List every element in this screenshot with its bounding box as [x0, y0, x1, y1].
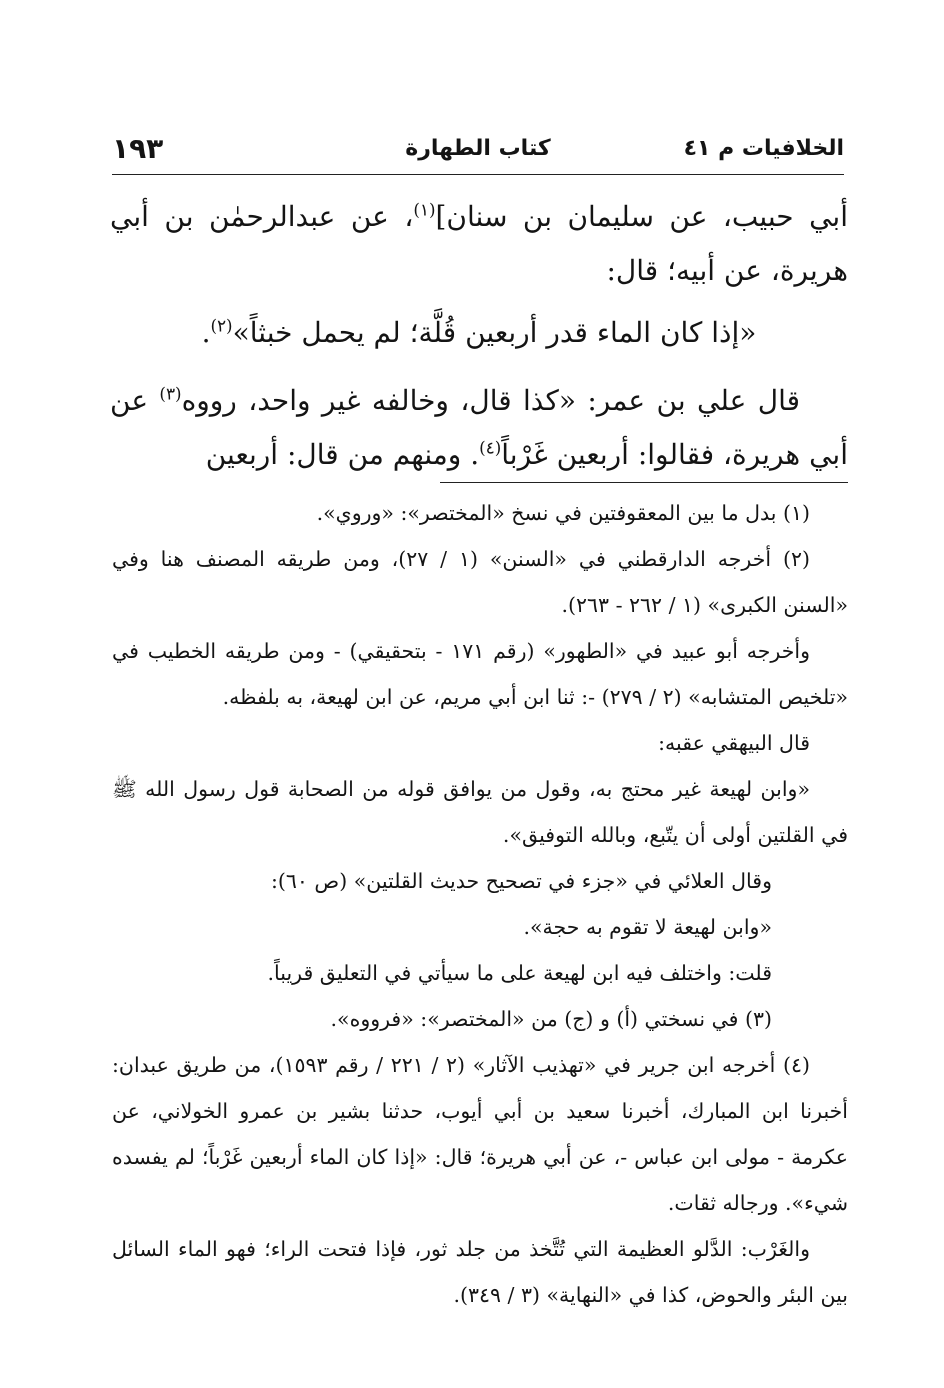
footnote-2-cont-1: وأخرجه أبو عبيد في «الطهور» (رقم ١٧١ - بتحقيقي) - ومن طريقه الخطيب في «تلخيص المتشابه» (٢ / ٢٧٩) -: ثنا ابن أبي مريم، عن ابن لهيعة، به بلفظه.	[112, 639, 848, 709]
main-text	[110, 190, 848, 482]
book-title: كتاب الطهارة	[405, 136, 551, 161]
footnote-2-cont-2: قال البيهقي عقبه:	[658, 731, 810, 755]
footnote-1: (١) بدل ما بين المعقوفتين في نسخ «المختصر»: «وروي».	[316, 501, 810, 525]
footnote-ref-2: (٢)	[210, 315, 233, 336]
footnote-3: (٣) في نسختي (أ) و (ج) من «المختصر»: «فرووه».	[330, 1007, 772, 1031]
footnote-2: (٢) أخرجه الدارقطني في «السنن» (١ / ٢٧)، ومن طريقه المصنف هنا وفي «السنن الكبرى» (١ / ٢٦٢ - ٢٦٣).	[112, 547, 848, 617]
footnote-rule	[440, 482, 848, 483]
footnote-2-cont-3: وقال العلائي في «جزء في تصحيح حديث القلتين» (ص ٦٠):	[270, 869, 772, 893]
hadith-quote: «إذا كان الماء قدر أربعين قُلَّة؛ لم يحمل خبثاً»$^{(٢)}$.	[201, 315, 757, 349]
page-number: ١٩٣	[112, 132, 164, 165]
footnote-4-cont: والغَرْب: الدَّلو العظيمة التي تُتَّخذ من جلد ثور، فإذا فتحت الراء؛ فهو الماء السائل بين البئر والحوض، كذا في «النهاية» (٣ / ٣٤٩).	[112, 1237, 848, 1307]
running-header	[112, 126, 844, 176]
footnote-ref-1: (١)	[413, 199, 436, 220]
footnote-ref-4: (٤)	[479, 437, 502, 458]
footnote-4: (٤) أخرجه ابن جرير في «تهذيب الآثار» (٢ / ٢٢١ / رقم ١٥٩٣)، من طريق عبدان: أخبرنا ابن المبارك، أخبرنا سعيد بن أبي أيوب، حدثنا بشير بن عمرو الخولاني، عن عكرمة - مولى ابن عباس -، عن أبي هريرة؛ قال: «إذا كان الماء أربعين غَرْباً؛ لم يفسده شيء». ورجاله ثقات.	[112, 1053, 848, 1215]
main-paragraph-1: أبي حبيب، عن سليمان بن سنان]$^{(١)}$، عن عبدالرحمٰن بن أبي هريرة، عن أبيه؛ قال:	[110, 199, 848, 287]
section-label: الخلافيات م ٤١	[683, 136, 844, 161]
footnote-2-cont-4: قلت: واختلف فيه ابن لهيعة على ما سيأتي في التعليق قريباً.	[267, 961, 772, 985]
header-rule	[112, 174, 844, 175]
footnote-2-quote-2: «وابن لهيعة لا تقوم به حجة».	[523, 915, 772, 939]
footnote-ref-3: (٣)	[159, 383, 182, 404]
footnotes	[112, 490, 848, 1318]
main-paragraph-2: قال علي بن عمر: «كذا قال، وخالفه غير واحد، رووه$^{(٣)}$ عن أبي هريرة، فقالوا: أربعين غَرْباً$^{(٤)}$. ومنهم من قال: أربعين	[110, 383, 848, 471]
footnote-2-quote-1: «وابن لهيعة غير محتج به، وقول من يوافق قوله من الصحابة قول رسول الله ﷺ في القلتين أولى أن يتّبع، وبالله التوفيق».	[112, 777, 848, 847]
